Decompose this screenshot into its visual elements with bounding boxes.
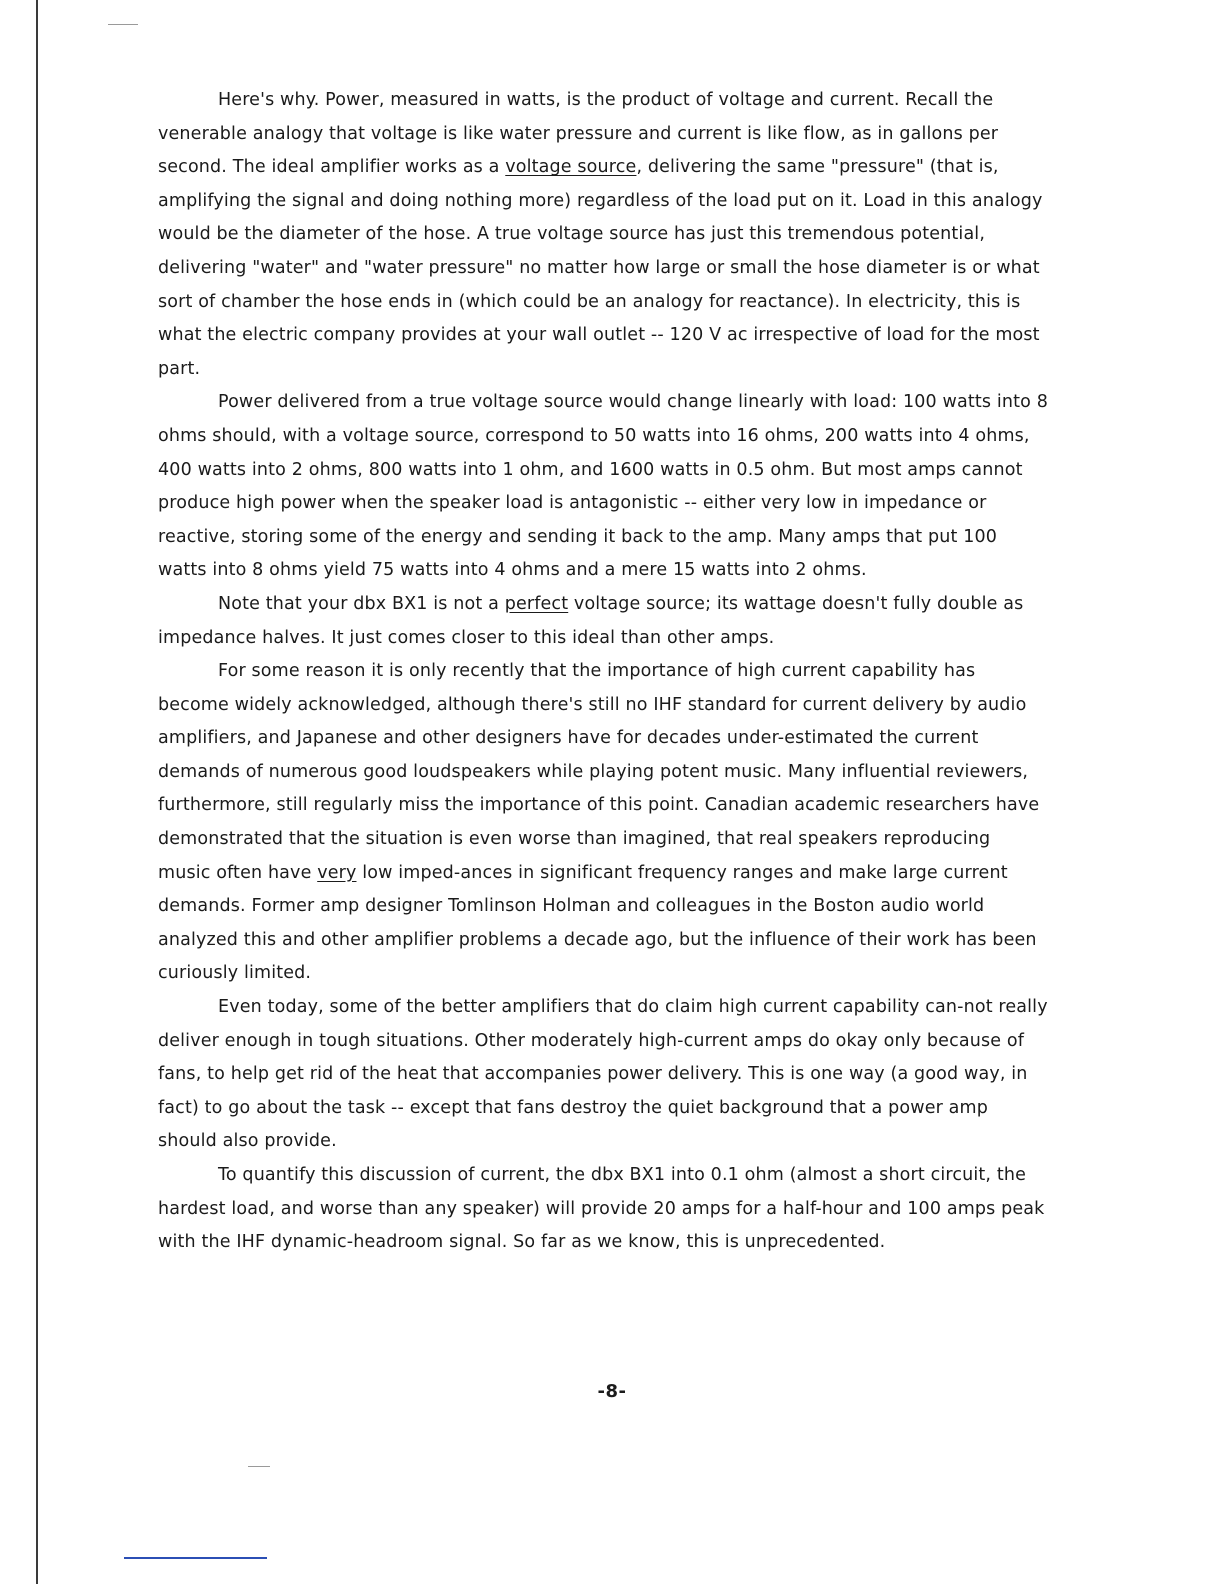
text-run: To quantify this discussion of current, the dbx BX1 into 0.1 ohm (almost a short circuit, the hardest load, and worse than any speaker) will provide 20 amps for a half-hour and 100 amps peak with the IHF dynamic-headroom signal. So far as we know, this is unprecedented. xyxy=(158,1165,1045,1253)
underlined-text: perfect xyxy=(504,593,569,614)
text-run: Note that your dbx BX1 is not a xyxy=(218,593,505,614)
underlined-text: voltage source xyxy=(505,157,637,178)
text-run: , delivering the same "pressure" (that is, amplifying the signal and doing nothing more) regardless of the load put on it. Load in this analogy would be the diameter of the hose. A true voltage source has just this tremendous potential, delivering "water" and "water pressure" no matter how large or small the hose diameter is or what sort of chamber the hose ends in (which could be an analogy for reactance). In electricity, this is what the electric company provides at your wall outlet -- 120 V ac irrespective of load for the most part. xyxy=(158,157,1043,379)
text-run: Power delivered from a true voltage source would change linearly with load: 100 watts into 8 ohms should, with a voltage source, correspond to 50 watts into 16 ohms, 200 watts into 4 ohms, 400 watts into 2 ohms, 800 watts into 1 ohm, and 1600 watts in 0.5 ohm. But most amps cannot produce high power when the speaker load is antagonistic -- either very low in impedance or reactive, storing some of the energy and sending it back to the amp. Many amps that put 100 watts into 8 ohms yield 75 watts into 4 ohms and a mere 15 watts into 2 ohms. xyxy=(158,392,1048,581)
paragraph xyxy=(158,1159,1048,1260)
scan-speck xyxy=(248,1466,270,1467)
text-run: voltage source; its wattage doesn't fully double as impedance halves. It just comes closer to this ideal than other amps. xyxy=(158,593,1024,648)
page-number: -8- xyxy=(597,1381,627,1402)
paragraph xyxy=(158,588,1048,655)
document-body xyxy=(158,84,1048,1260)
text-run: low imped-ances in significant frequency ranges and make large current demands. Former amp designer Tomlinson Holman and colleagues in the Boston audio world analyzed this and other amplifier problems a decade ago, but the influence of their work has been curiously limited. xyxy=(158,862,1037,984)
paragraph xyxy=(158,655,1048,991)
text-run: Even today, some of the better amplifiers that do claim high current capability can-not really deliver enough in tough situations. Other moderately high-current amps do okay only because of fans, to help get rid of the heat that accompanies power delivery. This is one way (a good way, in fact) to go about the task -- except that fans destroy the quiet background that a power amp should also provide. xyxy=(158,997,1048,1152)
text-run: For some reason it is only recently that the importance of high current capability has become widely acknowledged, although there's still no IHF standard for current delivery by audio amplifiers, and Japanese and other designers have for decades under-estimated the current demands of numerous good loudspeakers while playing potent music. Many influential reviewers, furthermore, still regularly miss the importance of this point. Canadian academic researchers have demonstrated that the situation is even worse than imagined, that real speakers reproducing music often have xyxy=(158,661,1040,883)
footer-rule xyxy=(124,1557,267,1559)
text-run: Here's why. Power, measured in watts, is the product of voltage and current. Recall the venerable analogy that voltage is like water pressure and current is like flow, as in gallons per second. The ideal amplifier works as a xyxy=(158,90,999,178)
paragraph xyxy=(158,386,1048,588)
scan-speck xyxy=(108,24,138,25)
paragraph xyxy=(158,991,1048,1159)
paragraph xyxy=(158,84,1048,386)
underlined-text: very xyxy=(317,862,357,883)
scan-left-edge xyxy=(36,0,38,1584)
